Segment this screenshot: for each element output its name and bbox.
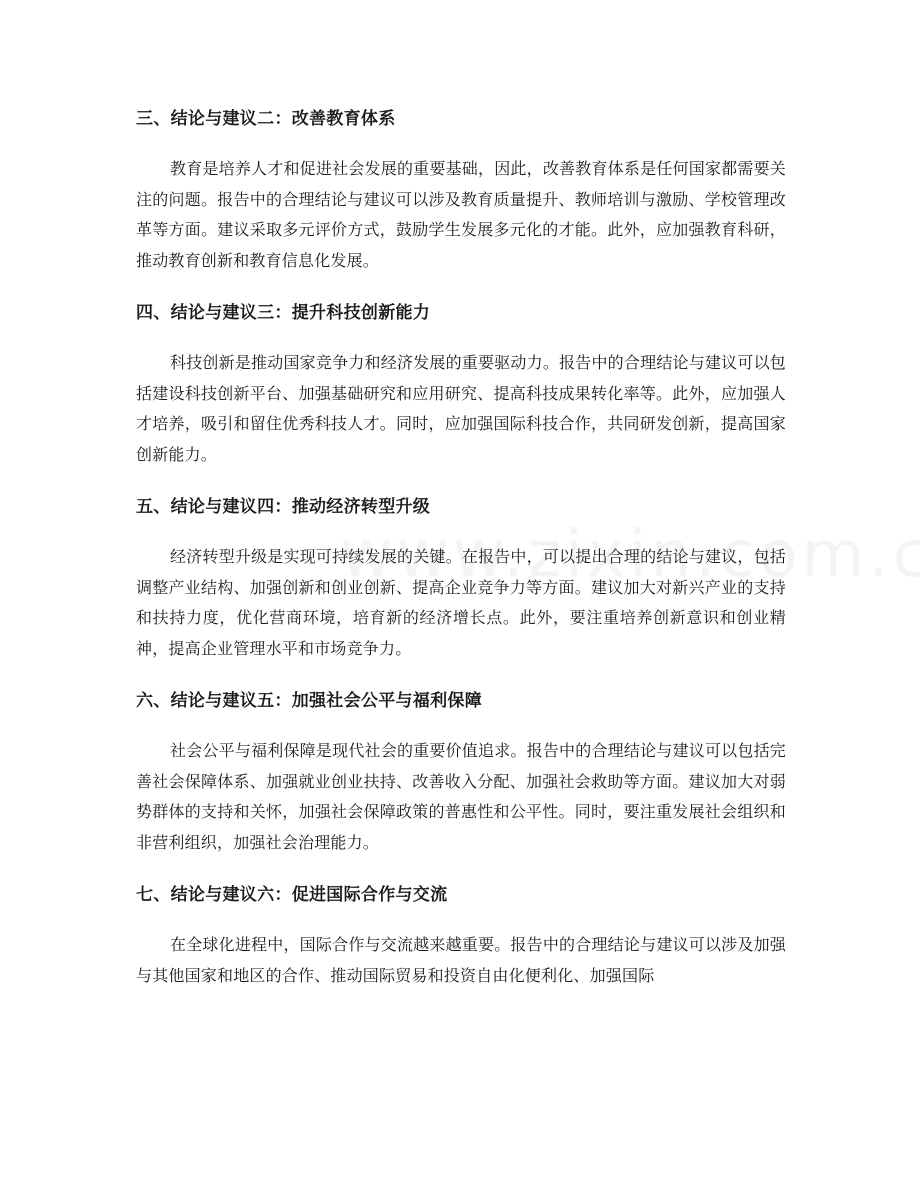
section-heading: 六、结论与建议五：加强社会公平与福利保障 [136,691,482,711]
section-welfare [136,686,786,858]
section-heading: 七、结论与建议六：促进国际合作与交流 [136,885,448,905]
section-paragraph: 在全球化进程中，国际合作与交流越来越重要。报告中的合理结论与建议可以涉及加强与其他国家和地区的合作、推动国际贸易和投资自由化便利化、加强国际 [136,935,786,985]
section-paragraph: 教育是培养人才和促进社会发展的重要基础，因此，改善教育体系是任何国家都需要关注的问题。报告中的合理结论与建议可以涉及教育质量提升、教师培训与激励、学校管理改革等方面。建议采取多元评价方式，鼓励学生发展多元化的才能。此外，应加强教育科研，推动教育创新和教育信息化发展。 [136,159,786,270]
document-page [136,104,786,1013]
section-paragraph: 社会公平与福利保障是现代社会的重要价值追求。报告中的合理结论与建议可以包括完善社会保障体系、加强就业创业扶持、改善收入分配、加强社会救助等方面。建议加大对弱势群体的支持和关怀，加强社会保障政策的普惠性和公平性。同时，要注重发展社会组织和非营利组织，加强社会治理能力。 [136,741,786,852]
section-international [136,880,786,991]
section-innovation [136,298,786,470]
section-education [136,104,786,276]
section-economy [136,492,786,664]
section-heading: 五、结论与建议四：推动经济转型升级 [136,497,431,517]
section-heading: 三、结论与建议二：改善教育体系 [136,109,396,129]
section-paragraph: 经济转型升级是实现可持续发展的关键。在报告中，可以提出合理的结论与建议，包括调整产业结构、加强创新和创业创新、提高企业竞争力等方面。建议加大对新兴产业的支持和扶持力度，优化营商环境，培育新的经济增长点。此外，要注重培养创新意识和创业精神，提高企业管理水平和市场竞争力。 [136,547,786,658]
section-paragraph: 科技创新是推动国家竞争力和经济发展的重要驱动力。报告中的合理结论与建议可以包括建设科技创新平台、加强基础研究和应用研究、提高科技成果转化率等。此外，应加强人才培养，吸引和留住优秀科技人才。同时，应加强国际科技合作，共同研发创新，提高国家创新能力。 [136,353,786,464]
section-heading: 四、结论与建议三：提升科技创新能力 [136,303,431,323]
